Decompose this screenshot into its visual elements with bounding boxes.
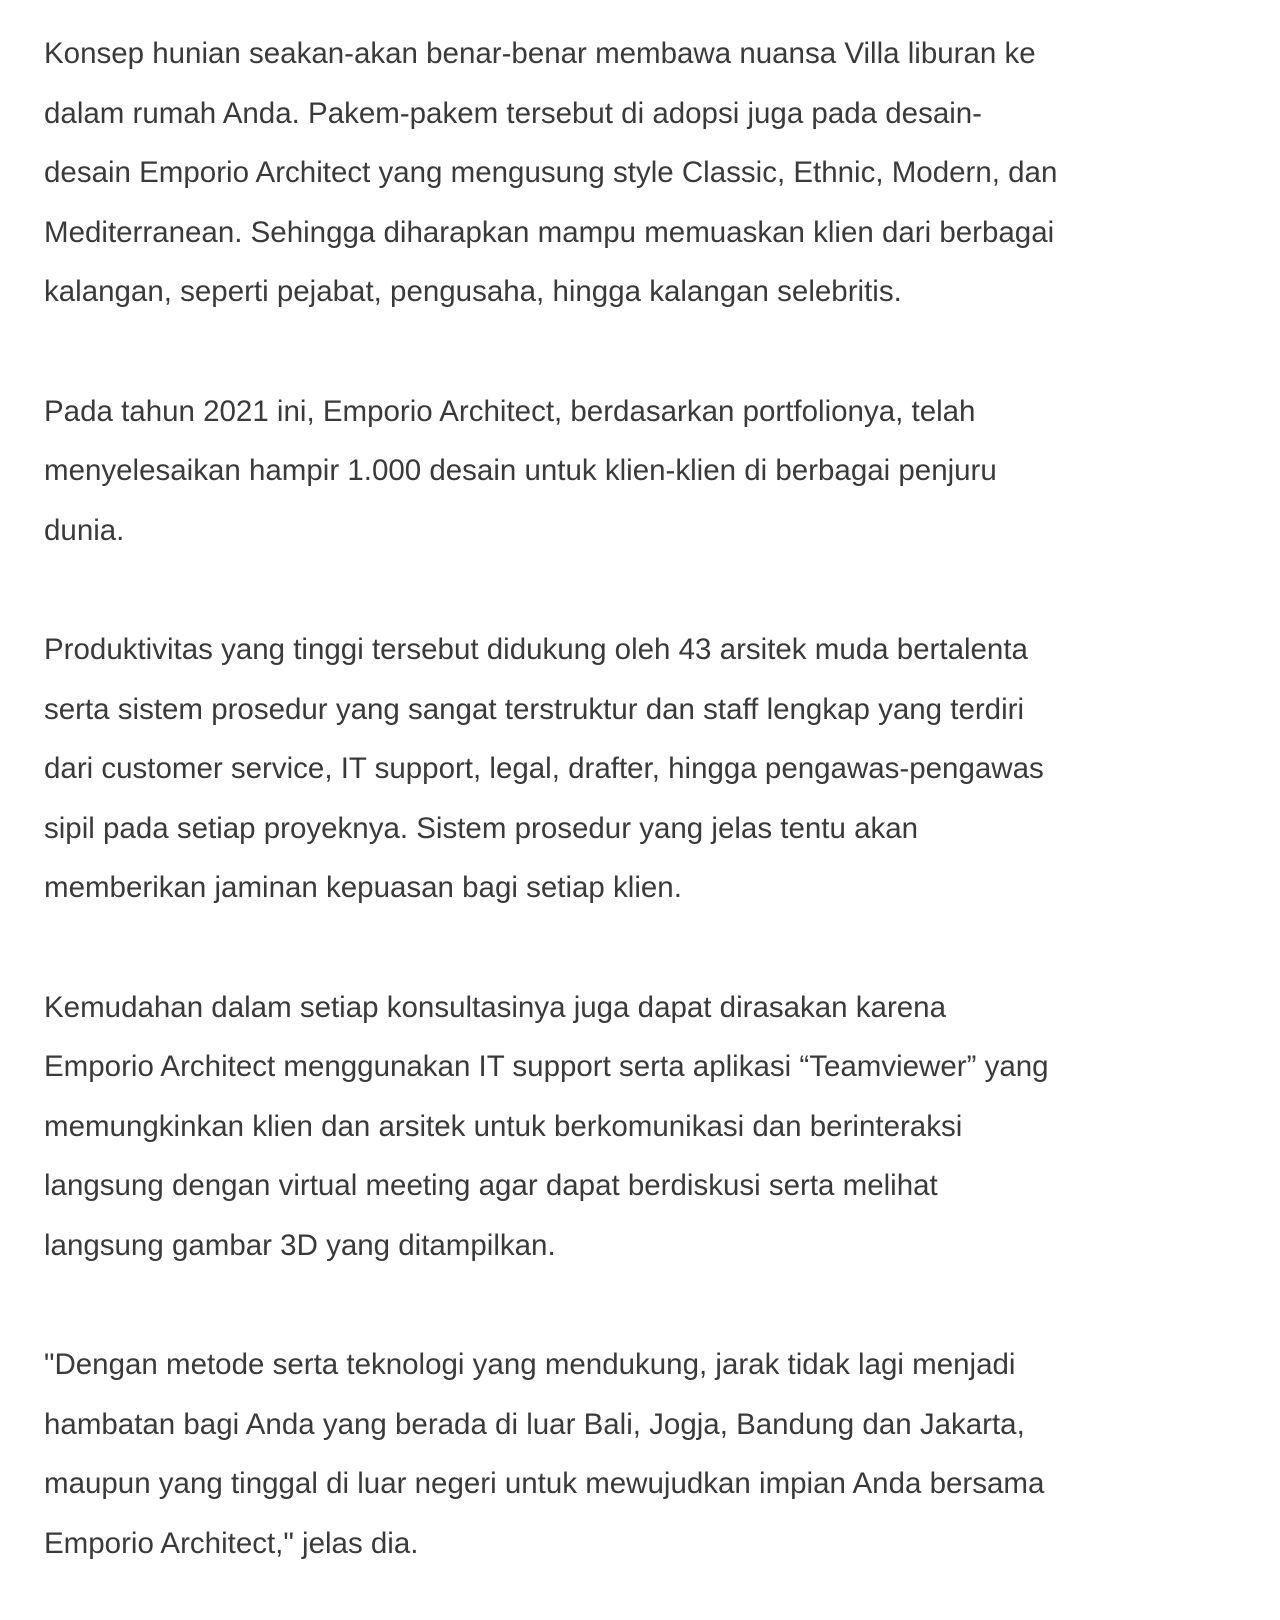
text-line: maupun yang tinggal di luar negeri untuk mewujudkan impian Anda bersama xyxy=(44,1467,1045,1500)
text-line: Produktivitas yang tinggi tersebut didukung oleh 43 arsitek muda bertalenta xyxy=(44,633,1028,666)
text-line: dalam rumah Anda. Pakem-pakem tersebut di adopsi juga pada desain- xyxy=(44,96,983,130)
text-line: Konsep hunian seakan-akan benar-benar membawa nuansa Villa liburan ke xyxy=(44,37,1036,70)
text-line: Emporio Architect," jelas dia. xyxy=(44,1526,419,1560)
paragraph-consultation xyxy=(44,978,1250,1276)
text-line: serta sistem prosedur yang sangat terstruktur dan staff lengkap yang terdiri xyxy=(44,692,1025,726)
paragraph-productivity xyxy=(44,620,1250,918)
paragraph-quote xyxy=(44,1335,1250,1573)
text-line: hambatan bagi Anda yang berada di luar Bali, Jogja, Bandung dan Jakarta, xyxy=(44,1407,1025,1441)
text-line: Mediterranean. Sehingga diharapkan mampu memuaskan klien dari berbagai xyxy=(44,215,1055,249)
paragraph-villa-concept xyxy=(44,24,1250,322)
text-line: dari customer service, IT support, legal, drafter, hingga pengawas-pengawas xyxy=(44,752,1044,785)
text-line: kalangan, seperti pejabat, pengusaha, hingga kalangan selebritis. xyxy=(44,275,902,308)
text-line: dunia. xyxy=(44,513,125,547)
text-line: langsung dengan virtual meeting agar dapat berdiskusi serta melihat xyxy=(44,1169,938,1202)
text-line: sipil pada setiap proyeknya. Sistem prosedur yang jelas tentu akan xyxy=(44,811,919,845)
text-line: memungkinkan klien dan arsitek untuk berkomunikasi dan berinteraksi xyxy=(44,1109,963,1143)
text-line: desain Emporio Architect yang mengusung style Classic, Ethnic, Modern, dan xyxy=(44,156,1058,189)
text-line: Kemudahan dalam setiap konsultasinya juga dapat dirasakan karena xyxy=(44,990,946,1024)
text-line: memberikan jaminan kepuasan bagi setiap klien. xyxy=(44,871,682,904)
text-line: menyelesaikan hampir 1.000 desain untuk klien-klien di berbagai penjuru xyxy=(44,454,997,487)
text-line: Emporio Architect menggunakan IT support serta aplikasi “Teamviewer” yang xyxy=(44,1050,1049,1083)
paragraph-portfolio xyxy=(44,382,1250,561)
text-line: langsung gambar 3D yang ditampilkan. xyxy=(44,1228,556,1262)
text-line: Pada tahun 2021 ini, Emporio Architect, berdasarkan portfolionya, telah xyxy=(44,394,976,428)
text-line: "Dengan metode serta teknologi yang mendukung, jarak tidak lagi menjadi xyxy=(44,1348,1016,1381)
